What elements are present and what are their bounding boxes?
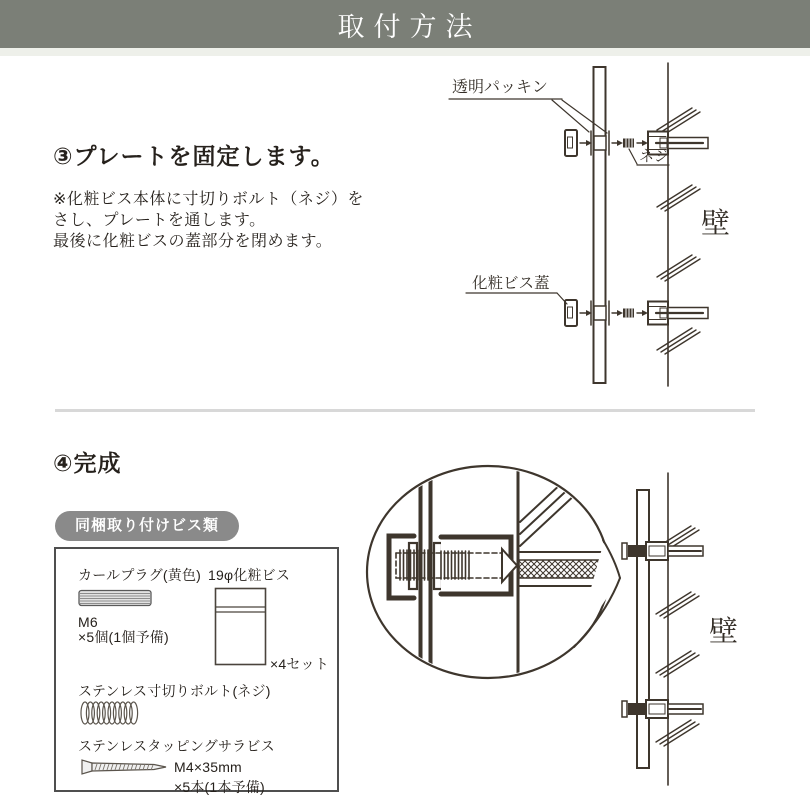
wall-hatch bbox=[656, 651, 699, 677]
step3-instruction-line: さし、プレートを通します。 bbox=[53, 212, 266, 229]
assembly-row-lower bbox=[565, 300, 708, 326]
step3-instructions bbox=[53, 189, 364, 252]
step3-diagram bbox=[440, 58, 810, 398]
packing-label: 透明パッキン bbox=[452, 79, 548, 96]
part-qty-screw: ×5本(1本予備) bbox=[174, 779, 265, 795]
arrow-right-icon bbox=[637, 310, 648, 316]
part-spec-screw: M4×35mm bbox=[174, 759, 242, 775]
label-leader bbox=[449, 99, 607, 133]
step4-diagram bbox=[355, 445, 810, 810]
assembly-row-upper bbox=[565, 130, 708, 156]
header-divider bbox=[0, 48, 810, 56]
arrow-right-icon bbox=[580, 310, 592, 316]
section-divider bbox=[55, 409, 755, 412]
wall-label: 壁 bbox=[709, 616, 739, 648]
part-qty-plug: ×5個(1個予備) bbox=[78, 629, 169, 645]
part-name-plug: カールプラグ(黄色) bbox=[78, 567, 202, 583]
wall-label: 壁 bbox=[701, 208, 731, 240]
part-name-bolt: ステンレス寸切りボルト(ネジ) bbox=[78, 683, 271, 699]
step3-instruction-line: ※化粧ビス本体に寸切りボルト（ネジ）を bbox=[53, 191, 364, 208]
tapping-screw-icon bbox=[80, 757, 172, 777]
included-parts-badge: 同梱取り付けビス類 bbox=[55, 511, 239, 541]
arrow-right-icon bbox=[637, 140, 648, 146]
arrow-right-icon bbox=[612, 140, 623, 146]
plate bbox=[637, 490, 649, 768]
page-title-bar bbox=[0, 0, 810, 48]
fixing-assembly bbox=[622, 700, 703, 718]
part-spec-plug: M6 bbox=[78, 614, 98, 630]
step4-heading: ④完成 bbox=[53, 450, 122, 476]
label-leader bbox=[466, 293, 567, 304]
cap-label: 化粧ビス蓋 bbox=[472, 275, 550, 292]
wall-hatch bbox=[657, 255, 700, 281]
screw-label: ネジ bbox=[639, 148, 670, 165]
part-name-bis: 19φ化粧ビス bbox=[208, 567, 291, 583]
curl-plug-icon bbox=[78, 589, 154, 607]
arrow-right-icon bbox=[612, 310, 623, 316]
cosmetic-screw-icon bbox=[214, 587, 268, 667]
page-title: 取付方法 bbox=[337, 11, 482, 42]
threaded-bolt-icon bbox=[80, 700, 142, 726]
assembled-view bbox=[622, 473, 703, 785]
wall-hatch bbox=[657, 185, 700, 211]
wall-hatch bbox=[656, 720, 699, 746]
part-qty-bis: ×4セット bbox=[270, 656, 329, 672]
wall-hatch bbox=[657, 328, 700, 354]
step3-heading: ③プレートを固定します。 bbox=[53, 143, 335, 169]
part-name-screw: ステンレスタッピングサラビス bbox=[78, 738, 275, 754]
step3-instruction-line: 最後に化粧ビスの蓋部分を閉めます。 bbox=[53, 233, 333, 250]
arrow-right-icon bbox=[580, 140, 592, 146]
cosmetic-screw-cap bbox=[565, 130, 577, 156]
fixing-assembly bbox=[622, 542, 703, 560]
plate bbox=[594, 67, 606, 383]
included-parts-box bbox=[54, 547, 339, 795]
wall-hatch bbox=[657, 108, 700, 134]
wall-hatch bbox=[656, 592, 699, 618]
magnified-callout bbox=[367, 462, 620, 682]
